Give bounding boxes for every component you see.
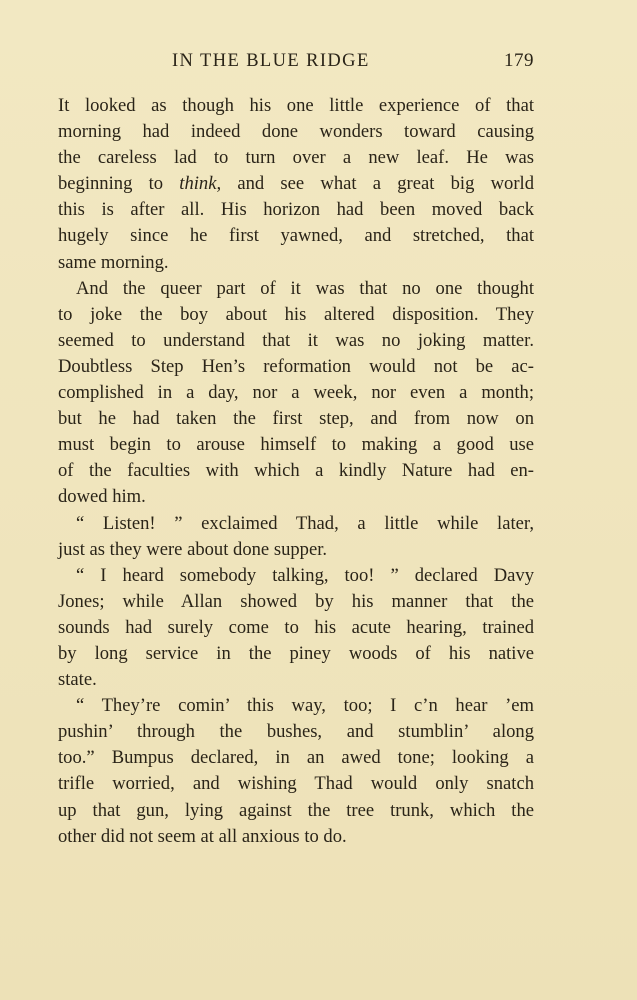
- italic-word: think,: [179, 173, 222, 195]
- text-line: must begin to arouse himself to making a good use: [58, 434, 534, 456]
- text-line: but he had taken the first step, and from now on: [58, 408, 534, 430]
- text-line: trifle worried, and wishing Thad would only snatch: [58, 773, 534, 795]
- body-text: [58, 93, 534, 850]
- text-line: the careless lad to turn over a new leaf. He was: [58, 147, 534, 169]
- text-line: “ They’re comin’ this way, too; I c’n hear ’em: [76, 695, 534, 717]
- text-line: “ I heard somebody talking, too! ” declared Davy: [76, 564, 534, 586]
- text-line: beginning to think, and see what a great big world: [58, 173, 534, 195]
- text-line: state.: [58, 669, 97, 691]
- text-line: by long service in the piney woods of his native: [58, 642, 534, 664]
- text-line: up that gun, lying against the tree trunk, which the: [58, 799, 534, 821]
- text-line: of the faculties with which a kindly Nature had en-: [58, 460, 534, 482]
- text-line: dowed him.: [58, 486, 146, 508]
- text-line: pushin’ through the bushes, and stumblin’ along: [58, 721, 534, 743]
- page-header: [58, 48, 534, 74]
- text-line: And the queer part of it was that no one thought: [76, 277, 534, 299]
- text-line: other did not seem at all anxious to do.: [58, 825, 347, 847]
- text-line: to joke the boy about his altered disposition. They: [58, 303, 534, 325]
- text-line: just as they were about done supper.: [58, 538, 328, 560]
- text-line: same morning.: [58, 251, 169, 273]
- text-line: complished in a day, nor a week, nor even a month;: [58, 382, 534, 404]
- text-line: sounds had surely come to his acute hearing, trained: [58, 616, 534, 638]
- text-line: It looked as though his one little experience of that: [58, 95, 534, 116]
- text-line: this is after all. His horizon had been moved back: [58, 199, 534, 221]
- text-line: hugely since he first yawned, and stretched, that: [58, 225, 534, 247]
- text-line: Jones; while Allan showed by his manner that the: [58, 590, 534, 612]
- text-line: Doubtless Step Hen’s reformation would not be ac-: [58, 355, 534, 377]
- text-line: seemed to understand that it was no joking matter.: [58, 329, 534, 351]
- page-number: 179: [504, 50, 534, 71]
- text-line: “ Listen! ” exclaimed Thad, a little while later,: [76, 512, 534, 534]
- running-head: IN THE BLUE RIDGE: [172, 51, 370, 71]
- text-line: too.” Bumpus declared, in an awed tone; looking a: [58, 747, 534, 769]
- text-line: morning had indeed done wonders toward causing: [58, 121, 534, 143]
